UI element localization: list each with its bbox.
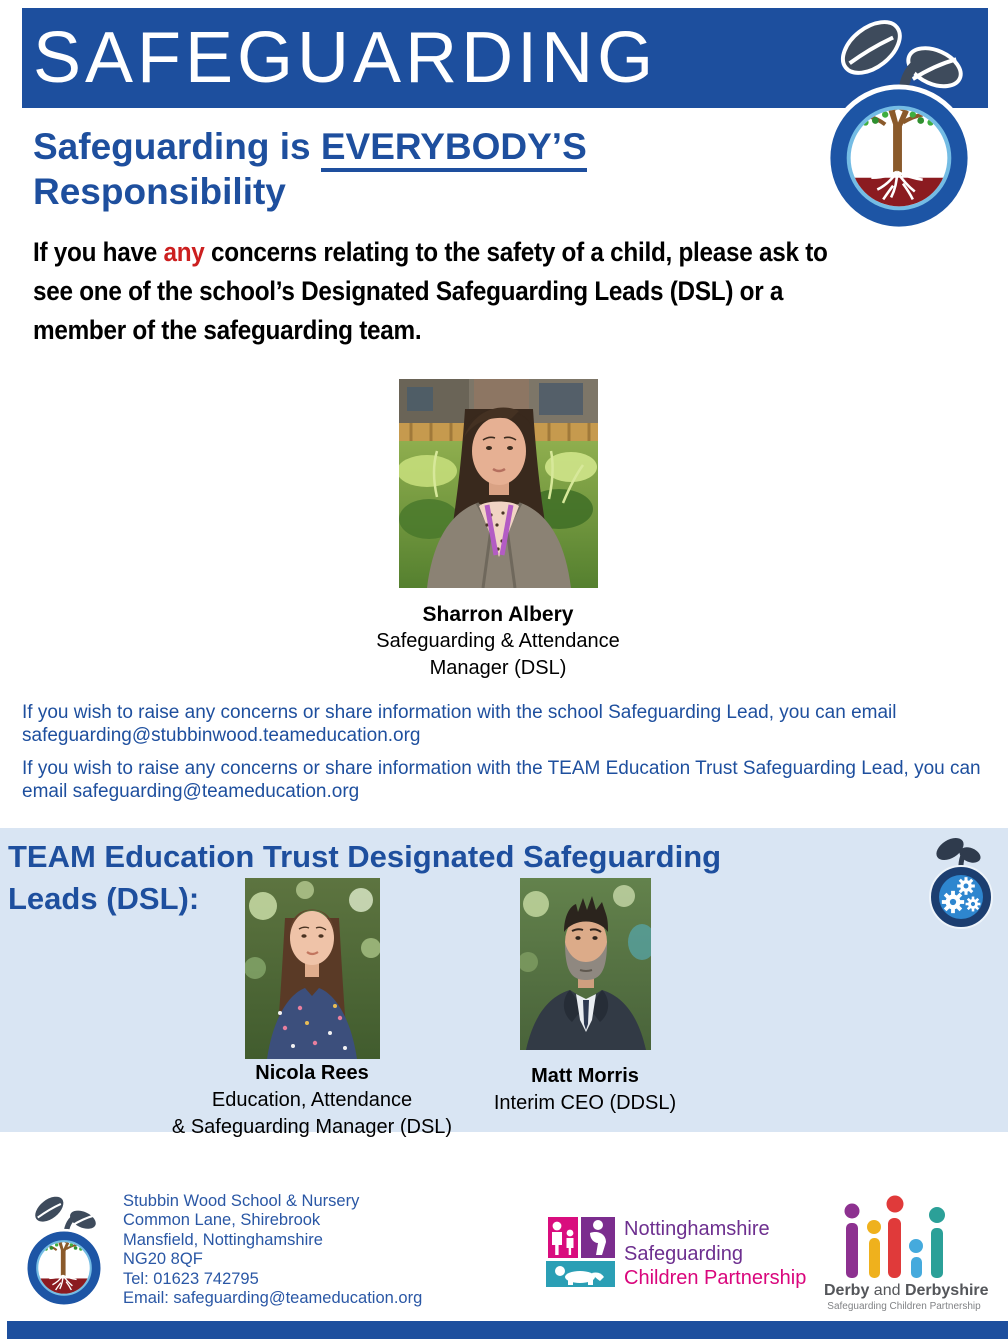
trust-heading-line2: Leads (DSL): <box>8 881 200 916</box>
contact-paragraph-trust <box>22 757 1002 803</box>
derby-derbyshire-partnership-logo-icon <box>824 1190 984 1282</box>
team-trust-gear-apple-logo-icon <box>928 834 994 931</box>
derby-partnership-wordmark <box>824 1282 989 1300</box>
notts-line2: Safeguarding <box>624 1242 743 1265</box>
trust-lead1-name: Nicola Rees <box>255 1062 369 1084</box>
page-title-line2: Responsibility <box>33 171 286 212</box>
school-apple-tree-logo-footer-icon <box>22 1188 106 1308</box>
trust-lead2-name: Matt Morris <box>531 1065 639 1087</box>
address-line-1: Stubbin Wood School & Nursery <box>123 1192 360 1210</box>
intro-line1-post: concerns relating to the safety of a child, please ask to <box>204 237 828 267</box>
notts-line3: Children Partnership <box>624 1267 807 1289</box>
intro-paragraph <box>33 233 911 350</box>
bottom-bar <box>7 1321 1008 1339</box>
intro-line1-pre: If you have <box>33 237 164 267</box>
derby-and: and <box>869 1282 905 1299</box>
nottinghamshire-partnership-logo-icon <box>546 1217 616 1287</box>
address-line-5: Tel: 01623 742795 <box>123 1269 259 1288</box>
school-lead-role-line2: Manager (DSL) <box>429 657 567 679</box>
notts-line1: Nottinghamshire <box>624 1218 770 1240</box>
derby-bold2: Derbyshire <box>904 1282 989 1299</box>
contact-p1-email: safeguarding@stubbinwood.teameducation.org <box>22 725 421 746</box>
nottinghamshire-partnership-wordmark <box>624 1217 806 1291</box>
trust-lead2-caption <box>435 1063 735 1117</box>
address-line-6: Email: safeguarding@teameducation.org <box>123 1289 423 1308</box>
contact-p2-email: email safeguarding@teameducation.org <box>22 781 360 802</box>
trust-lead1-role-line2: & Safeguarding Manager (DSL) <box>171 1116 453 1138</box>
intro-line3: member of the safeguarding team. <box>33 315 422 345</box>
matt-morris-photo <box>520 878 651 1050</box>
intro-highlight-any: any <box>163 237 205 267</box>
page-title-underlined: EVERYBODY’S <box>321 126 587 172</box>
trust-lead1-role-line1: Education, Attendance <box>211 1089 413 1111</box>
trust-heading-line1: TEAM Education Trust Designated Safeguarding <box>8 839 722 874</box>
school-lead-caption <box>338 601 658 682</box>
contact-paragraph-school <box>22 701 1002 747</box>
address-line-4: NG20 8QF <box>123 1250 203 1269</box>
trust-lead1-caption <box>162 1060 462 1141</box>
derby-partnership-subtitle: Safeguarding Children Partnership <box>827 1301 981 1312</box>
school-address <box>123 1192 543 1308</box>
nicola-rees-photo <box>245 878 380 1059</box>
page-title-prefix: Safeguarding is <box>33 126 321 167</box>
intro-line2: see one of the school’s Designated Safeguarding Leads (DSL) or a <box>33 276 784 306</box>
address-line-2: Common Lane, Shirebrook <box>123 1211 321 1230</box>
school-lead-name: Sharron Albery <box>422 603 574 626</box>
trust-lead2-role-line1: Interim CEO (DDSL) <box>493 1092 677 1114</box>
page-title <box>33 124 853 214</box>
contact-p2-line1: If you wish to raise any concerns or share information with the TEAM Education Trust Safeguarding Lead, you can <box>22 758 981 779</box>
school-lead-role-line1: Safeguarding & Attendance <box>376 630 620 652</box>
banner-title: SAFEGUARDING <box>33 18 658 98</box>
address-line-3: Mansfield, Nottinghamshire <box>123 1230 323 1249</box>
derby-bold1: Derby <box>824 1282 870 1299</box>
contact-p1-line1: If you wish to raise any concerns or share information with the school Safeguarding Lead, you can email <box>22 702 897 723</box>
trust-section-heading <box>8 836 788 920</box>
sharron-albery-photo <box>399 379 598 588</box>
